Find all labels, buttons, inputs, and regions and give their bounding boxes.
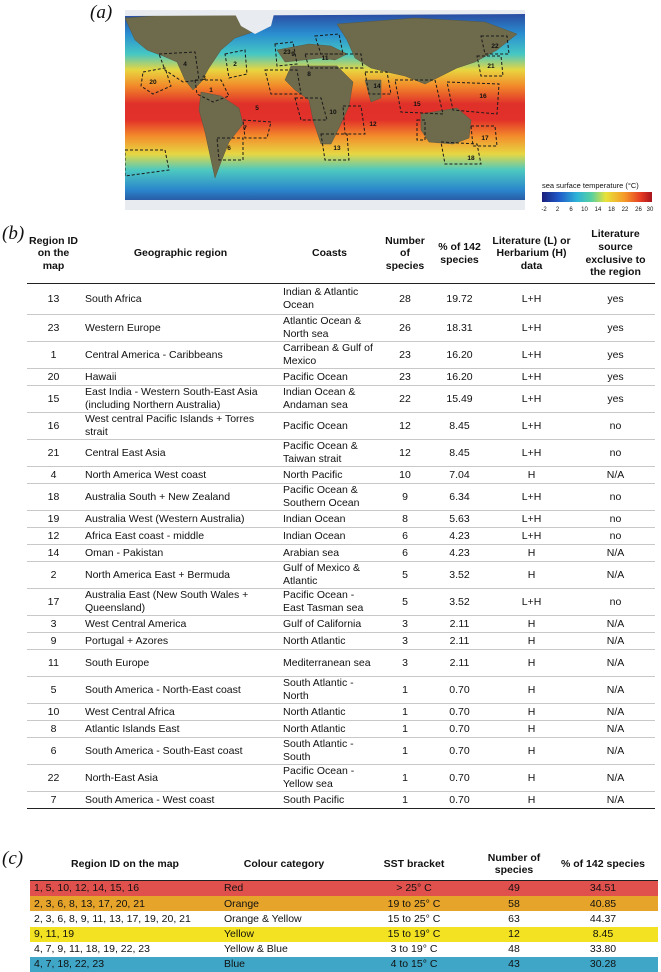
cell-exclusive: N/A xyxy=(576,738,655,765)
col-header-data-source: Literature (L) or Herbarium (H) data xyxy=(487,224,576,284)
cell-percent: 16.20 xyxy=(432,342,487,369)
cell-region-id: 19 xyxy=(27,511,80,528)
cell-number-species: 58 xyxy=(508,897,520,910)
table-row xyxy=(27,467,655,484)
cell-geographic-region: Oman - Pakistan xyxy=(80,545,281,562)
cell-sst-bracket: > 25° C xyxy=(396,882,432,895)
cell-sst-bracket: 3 to 19° C xyxy=(390,943,438,956)
cell-coasts: Pacific Ocean & Southern Ocean xyxy=(281,484,378,511)
map-region-label: 10 xyxy=(329,109,337,116)
cell-geographic-region: Africa East coast - middle xyxy=(80,528,281,545)
cell-region-id: 14 xyxy=(27,545,80,562)
col-header-number-species: Number of species xyxy=(378,224,432,284)
table-row xyxy=(30,881,658,897)
cell-region-id: 23 xyxy=(27,315,80,342)
table-row xyxy=(27,545,655,562)
table-row xyxy=(30,927,658,942)
cell-region-id: 2 xyxy=(27,562,80,589)
cell-region-id: 13 xyxy=(27,284,80,315)
cell-exclusive: yes xyxy=(576,342,655,369)
col-header-region-ids: Region ID on the map xyxy=(30,848,220,881)
cell-number-species: 48 xyxy=(508,943,520,956)
cell-percent: 3.52 xyxy=(432,562,487,589)
cell-region-ids: 9, 11, 19 xyxy=(34,927,75,940)
table-row xyxy=(27,704,655,721)
cell-exclusive: N/A xyxy=(576,545,655,562)
legend-tick: 14 xyxy=(594,207,602,213)
cell-data-source: L+H xyxy=(487,589,576,616)
cell-number-species: 23 xyxy=(378,369,432,386)
cell-number-species: 12 xyxy=(378,440,432,467)
cell-percent: 0.70 xyxy=(432,738,487,765)
cell-region-ids: 2, 3, 6, 8, 13, 17, 20, 21 xyxy=(34,897,145,910)
sst-legend xyxy=(540,180,655,214)
map-region-label: 14 xyxy=(373,83,381,90)
table-row xyxy=(27,342,655,369)
legend-tick: 26 xyxy=(635,207,642,213)
table-row xyxy=(27,562,655,589)
table-row xyxy=(27,484,655,511)
cell-data-source: L+H xyxy=(487,284,576,315)
cell-region-id: 3 xyxy=(27,616,80,633)
table-row xyxy=(27,677,655,704)
col-header-percent: % of 142 species xyxy=(548,848,658,881)
cell-number-species: 63 xyxy=(508,912,520,925)
cell-geographic-region: South Europe xyxy=(80,650,281,677)
map-region-label: 1 xyxy=(209,87,213,94)
cell-region-id: 4 xyxy=(27,467,80,484)
cell-geographic-region: North-East Asia xyxy=(80,765,281,792)
table-header-row xyxy=(30,848,658,881)
cell-exclusive: no xyxy=(576,528,655,545)
cell-coasts: South Atlantic - South xyxy=(281,738,378,765)
cell-region-id: 18 xyxy=(27,484,80,511)
cell-colour-category: Blue xyxy=(224,958,246,971)
panel-c-label: (c) xyxy=(2,848,24,869)
cell-exclusive: yes xyxy=(576,369,655,386)
cell-data-source: H xyxy=(487,721,576,738)
legend-tick: 22 xyxy=(621,207,629,213)
cell-number-species: 3 xyxy=(378,616,432,633)
map-region-label: 8 xyxy=(307,71,311,78)
table-row xyxy=(27,589,655,616)
cell-geographic-region: Hawaii xyxy=(80,369,281,386)
cell-region-id: 17 xyxy=(27,589,80,616)
cell-number-species: 5 xyxy=(378,589,432,616)
cell-geographic-region: Central East Asia xyxy=(80,440,281,467)
cell-percent: 2.11 xyxy=(432,650,487,677)
cell-number-species: 22 xyxy=(378,386,432,413)
table-row xyxy=(27,284,655,315)
species-region-table xyxy=(27,224,655,809)
map-region-label: 6 xyxy=(227,145,231,152)
cell-number-species: 49 xyxy=(508,882,520,895)
cell-percent: 0.70 xyxy=(432,792,487,809)
col-header-percent: % of 142 species xyxy=(432,224,487,284)
cell-colour-category: Yellow xyxy=(224,927,254,940)
cell-region-id: 8 xyxy=(27,721,80,738)
cell-percent: 4.23 xyxy=(432,528,487,545)
cell-data-source: L+H xyxy=(487,484,576,511)
map-region-label: 5 xyxy=(255,105,259,112)
cell-data-source: H xyxy=(487,704,576,721)
cell-exclusive: no xyxy=(576,413,655,440)
map-region-label: 7 xyxy=(243,125,247,132)
table-row xyxy=(27,528,655,545)
cell-exclusive: N/A xyxy=(576,650,655,677)
table-row xyxy=(30,896,658,911)
cell-percent: 30.28 xyxy=(589,958,617,971)
cell-coasts: Carribean & Gulf of Mexico xyxy=(281,342,378,369)
map-region-label: 20 xyxy=(149,79,157,86)
cell-percent: 19.72 xyxy=(432,284,487,315)
cell-exclusive: N/A xyxy=(576,677,655,704)
cell-percent: 8.45 xyxy=(432,440,487,467)
cell-data-source: H xyxy=(487,792,576,809)
cell-exclusive: N/A xyxy=(576,792,655,809)
cell-coasts: North Pacific xyxy=(281,467,378,484)
cell-colour-category: Orange & Yellow xyxy=(224,912,302,925)
cell-percent: 8.45 xyxy=(432,413,487,440)
cell-coasts: North Atlantic xyxy=(281,633,378,650)
cell-number-species: 1 xyxy=(378,765,432,792)
cell-coasts: Pacific Ocean xyxy=(281,369,378,386)
cell-exclusive: yes xyxy=(576,284,655,315)
cell-region-ids: 2, 3, 6, 8, 9, 11, 13, 17, 19, 20, 21 xyxy=(34,912,191,925)
col-header-coasts: Coasts xyxy=(281,224,378,284)
cell-geographic-region: Australia West (Western Australia) xyxy=(80,511,281,528)
cell-sst-bracket: 15 to 19° C xyxy=(387,927,441,940)
cell-exclusive: N/A xyxy=(576,704,655,721)
cell-data-source: H xyxy=(487,738,576,765)
cell-coasts: Pacific Ocean - East Tasman sea xyxy=(281,589,378,616)
cell-number-species: 9 xyxy=(378,484,432,511)
cell-percent: 0.70 xyxy=(432,704,487,721)
cell-geographic-region: Australia East (New South Wales + Queensland) xyxy=(80,589,281,616)
cell-geographic-region: Portugal + Azores xyxy=(80,633,281,650)
cell-coasts: Mediterranean sea xyxy=(281,650,378,677)
cell-percent: 3.52 xyxy=(432,589,487,616)
cell-exclusive: no xyxy=(576,589,655,616)
col-header-colour-category: Colour category xyxy=(220,848,348,881)
map-region-label: 11 xyxy=(321,55,329,62)
cell-coasts: Arabian sea xyxy=(281,545,378,562)
map-region-label: 17 xyxy=(481,135,489,142)
table-row xyxy=(27,386,655,413)
table-row xyxy=(27,369,655,386)
cell-geographic-region: East India - Western South-East Asia (including Northern Australia) xyxy=(80,386,281,413)
map-region-label: 4 xyxy=(183,61,187,68)
table-row xyxy=(27,511,655,528)
cell-region-id: 9 xyxy=(27,633,80,650)
col-header-number-species: Number of species xyxy=(480,848,548,881)
table-row xyxy=(27,633,655,650)
cell-region-id: 16 xyxy=(27,413,80,440)
cell-percent: 2.11 xyxy=(432,616,487,633)
cell-percent: 34.51 xyxy=(589,882,617,895)
cell-percent: 44.37 xyxy=(589,912,617,925)
cell-percent: 5.63 xyxy=(432,511,487,528)
cell-number-species: 1 xyxy=(378,792,432,809)
cell-number-species: 3 xyxy=(378,633,432,650)
cell-data-source: H xyxy=(487,616,576,633)
cell-coasts: North Atlantic xyxy=(281,704,378,721)
cell-region-id: 1 xyxy=(27,342,80,369)
cell-coasts: Indian Ocean & Andaman sea xyxy=(281,386,378,413)
table-row xyxy=(27,440,655,467)
cell-data-source: H xyxy=(487,467,576,484)
cell-region-id: 22 xyxy=(27,765,80,792)
legend-tick: 6 xyxy=(569,207,573,213)
panel-a-label: (a) xyxy=(90,2,113,23)
colour-category-table xyxy=(30,848,658,972)
cell-colour-category: Orange xyxy=(224,897,260,910)
cell-percent: 15.49 xyxy=(432,386,487,413)
cell-number-species: 12 xyxy=(378,413,432,440)
cell-coasts: South Atlantic - North xyxy=(281,677,378,704)
legend-title: sea surface temperature (°C) xyxy=(542,181,639,190)
cell-geographic-region: Atlantic Islands East xyxy=(80,721,281,738)
cell-data-source: H xyxy=(487,562,576,589)
cell-data-source: L+H xyxy=(487,386,576,413)
cell-coasts: Pacific Ocean & Taiwan strait xyxy=(281,440,378,467)
cell-region-id: 20 xyxy=(27,369,80,386)
cell-data-source: L+H xyxy=(487,342,576,369)
cell-exclusive: no xyxy=(576,484,655,511)
cell-region-ids: 4, 7, 9, 11, 18, 19, 22, 23 xyxy=(34,943,150,956)
cell-coasts: South Pacific xyxy=(281,792,378,809)
cell-percent: 33.80 xyxy=(589,943,617,956)
cell-coasts: Gulf of Mexico & Atlantic xyxy=(281,562,378,589)
cell-geographic-region: West Central America xyxy=(80,616,281,633)
cell-number-species: 1 xyxy=(378,677,432,704)
map-region-label: 18 xyxy=(467,155,475,162)
cell-sst-bracket: 15 to 25° C xyxy=(387,912,441,925)
cell-geographic-region: North America West coast xyxy=(80,467,281,484)
sst-world-map xyxy=(125,10,525,210)
cell-coasts: Atlantic Ocean & North sea xyxy=(281,315,378,342)
table-row xyxy=(27,721,655,738)
cell-number-species: 23 xyxy=(378,342,432,369)
col-header-region-id: Region ID on the map xyxy=(27,224,80,284)
cell-number-species: 10 xyxy=(378,467,432,484)
map-region-label: 16 xyxy=(479,93,487,100)
table-header-row xyxy=(27,224,655,284)
table-row xyxy=(27,616,655,633)
legend-colorbar xyxy=(542,192,652,202)
cell-data-source: L+H xyxy=(487,369,576,386)
cell-region-id: 5 xyxy=(27,677,80,704)
cell-number-species: 8 xyxy=(378,511,432,528)
table-row xyxy=(27,765,655,792)
cell-region-id: 12 xyxy=(27,528,80,545)
cell-percent: 7.04 xyxy=(432,467,487,484)
cell-data-source: L+H xyxy=(487,413,576,440)
cell-percent: 0.70 xyxy=(432,765,487,792)
cell-coasts: Gulf of California xyxy=(281,616,378,633)
cell-sst-bracket: 19 to 25° C xyxy=(387,897,441,910)
cell-data-source: H xyxy=(487,650,576,677)
cell-geographic-region: Australia South + New Zealand xyxy=(80,484,281,511)
map-region-label: 15 xyxy=(413,101,421,108)
panel-b-label: (b) xyxy=(2,223,25,244)
cell-percent: 40.85 xyxy=(589,897,617,910)
cell-geographic-region: North America East + Bermuda xyxy=(80,562,281,589)
legend-tick: 18 xyxy=(608,207,615,213)
map-region-label: 9 xyxy=(291,51,295,58)
col-header-sst-bracket: SST bracket xyxy=(348,848,480,881)
cell-region-id: 21 xyxy=(27,440,80,467)
cell-geographic-region: Western Europe xyxy=(80,315,281,342)
cell-data-source: H xyxy=(487,677,576,704)
cell-exclusive: N/A xyxy=(576,721,655,738)
cell-coasts: Indian & Atlantic Ocean xyxy=(281,284,378,315)
cell-region-id: 11 xyxy=(27,650,80,677)
cell-data-source: H xyxy=(487,633,576,650)
cell-data-source: L+H xyxy=(487,315,576,342)
cell-geographic-region: South Africa xyxy=(80,284,281,315)
cell-percent: 8.45 xyxy=(592,927,614,940)
cell-data-source: L+H xyxy=(487,511,576,528)
cell-number-species: 6 xyxy=(378,528,432,545)
cell-number-species: 1 xyxy=(378,704,432,721)
map-region-label: 22 xyxy=(491,43,499,50)
cell-exclusive: yes xyxy=(576,315,655,342)
cell-coasts: Indian Ocean xyxy=(281,528,378,545)
cell-percent: 0.70 xyxy=(432,677,487,704)
table-row xyxy=(27,413,655,440)
legend-tick: 2 xyxy=(555,207,560,213)
table-row xyxy=(27,315,655,342)
cell-region-id: 15 xyxy=(27,386,80,413)
cell-percent: 2.11 xyxy=(432,633,487,650)
cell-data-source: H xyxy=(487,545,576,562)
legend-tick: -2 xyxy=(541,207,547,213)
cell-number-species: 28 xyxy=(378,284,432,315)
col-header-geographic-region: Geographic region xyxy=(80,224,281,284)
map-region-label: 13 xyxy=(333,145,341,152)
map-region-label: 3 xyxy=(202,75,206,82)
table-row xyxy=(27,650,655,677)
cell-exclusive: N/A xyxy=(576,562,655,589)
cell-number-species: 3 xyxy=(378,650,432,677)
cell-colour-category: Yellow & Blue xyxy=(224,943,288,956)
cell-geographic-region: South America - West coast xyxy=(80,792,281,809)
cell-percent: 4.23 xyxy=(432,545,487,562)
cell-exclusive: N/A xyxy=(576,616,655,633)
cell-geographic-region: Central America - Caribbeans xyxy=(80,342,281,369)
legend-tick: 10 xyxy=(581,207,588,213)
table-row xyxy=(30,942,658,957)
cell-region-id: 6 xyxy=(27,738,80,765)
legend-tick: 30 xyxy=(646,207,654,213)
cell-geographic-region: West Central Africa xyxy=(80,704,281,721)
cell-number-species: 1 xyxy=(378,738,432,765)
cell-number-species: 6 xyxy=(378,545,432,562)
cell-exclusive: N/A xyxy=(576,467,655,484)
cell-colour-category: Red xyxy=(224,882,244,895)
cell-percent: 18.31 xyxy=(432,315,487,342)
cell-number-species: 26 xyxy=(378,315,432,342)
cell-region-id: 10 xyxy=(27,704,80,721)
cell-coasts: Pacific Ocean - Yellow sea xyxy=(281,765,378,792)
cell-coasts: Indian Ocean xyxy=(281,511,378,528)
cell-geographic-region: West central Pacific Islands + Torres strait xyxy=(80,413,281,440)
cell-data-source: L+H xyxy=(487,528,576,545)
cell-geographic-region: South America - North-East coast xyxy=(80,677,281,704)
table-row xyxy=(30,911,658,926)
cell-number-species: 43 xyxy=(508,958,520,971)
cell-percent: 6.34 xyxy=(432,484,487,511)
cell-percent: 16.20 xyxy=(432,369,487,386)
cell-exclusive: yes xyxy=(576,386,655,413)
cell-data-source: L+H xyxy=(487,440,576,467)
cell-exclusive: no xyxy=(576,440,655,467)
cell-exclusive: no xyxy=(576,511,655,528)
cell-sst-bracket: 4 to 15° C xyxy=(390,958,438,971)
cell-percent: 0.70 xyxy=(432,721,487,738)
cell-region-ids: 1, 5, 10, 12, 14, 15, 16 xyxy=(34,882,140,895)
cell-exclusive: N/A xyxy=(576,633,655,650)
map-region-label: 12 xyxy=(369,121,377,128)
cell-coasts: North Atlantic xyxy=(281,721,378,738)
cell-region-id: 7 xyxy=(27,792,80,809)
table-row xyxy=(27,738,655,765)
cell-number-species: 12 xyxy=(508,927,520,940)
cell-coasts: Pacific Ocean xyxy=(281,413,378,440)
table-row xyxy=(30,957,658,972)
cell-number-species: 1 xyxy=(378,721,432,738)
map-region-label: 21 xyxy=(487,63,495,70)
col-header-exclusive: Literature source exclusive to the region xyxy=(576,224,655,284)
cell-region-ids: 4, 7, 18, 22, 23 xyxy=(34,958,105,971)
cell-geographic-region: South America - South-East coast xyxy=(80,738,281,765)
map-region-label: 2 xyxy=(233,61,237,68)
cell-number-species: 5 xyxy=(378,562,432,589)
cell-exclusive: N/A xyxy=(576,765,655,792)
table-row xyxy=(27,792,655,809)
map-region-label: 23 xyxy=(283,49,291,56)
cell-data-source: H xyxy=(487,765,576,792)
